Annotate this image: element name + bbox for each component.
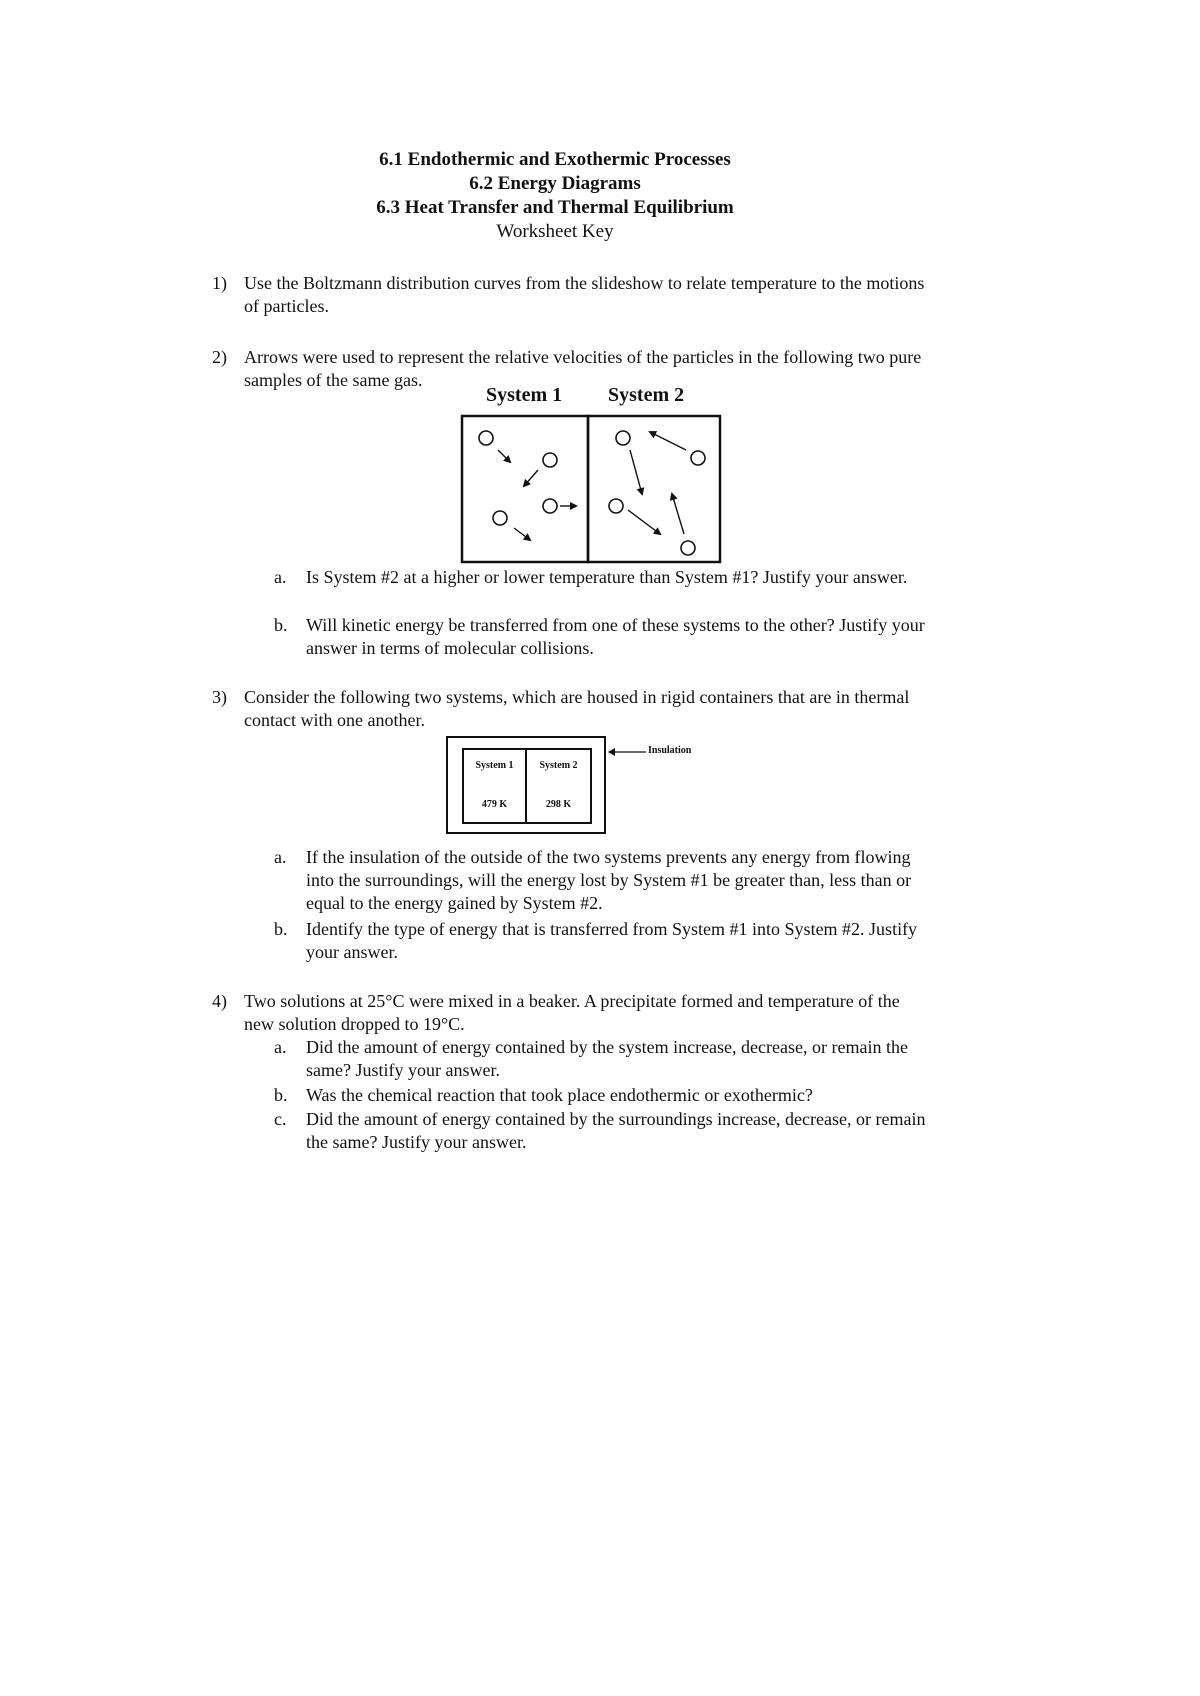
velocity-arrow <box>628 510 660 534</box>
particle <box>479 431 493 445</box>
question-text: Consider the following two systems, which are housed in rigid containers that are in thermal contact with one another. <box>244 687 910 730</box>
inner-container <box>462 748 592 824</box>
question-number: 1) <box>212 273 227 293</box>
sub-text: Identify the type of energy that is transferred from System #1 into System #2. Justify your answer. <box>306 919 918 962</box>
sub-text: If the insulation of the outside of the two systems prevents any energy from flowing into the surroundings, will the energy lost by System #1 be greater than, less than or equal to the energy gained by System #2. <box>306 847 912 913</box>
system-1-cell <box>464 750 527 822</box>
particle <box>681 541 695 555</box>
system-1-label: System 1 <box>486 384 563 406</box>
sub-label: b. <box>274 615 288 635</box>
velocity-arrow <box>650 432 686 450</box>
question-text: Arrows were used to represent the relative velocities of the particles in the following two pure samples of the same gas. <box>244 347 922 390</box>
velocity-arrow <box>524 470 538 486</box>
title-block <box>0 148 1110 244</box>
question-text: Use the Boltzmann distribution curves from the slideshow to relate temperature to the motions of particles. <box>244 273 925 316</box>
particle <box>609 499 623 513</box>
velocity-arrow <box>672 494 684 534</box>
sub-text: Will kinetic energy be transferred from one of these systems to the other? Justify your answer in terms of molecular collisions. <box>306 615 925 658</box>
insulation-label: Insulation <box>648 745 692 756</box>
question-1 <box>212 272 932 318</box>
sub-text: Did the amount of energy contained by the surroundings increase, decrease, or remain the same? Justify your answer. <box>306 1109 926 1152</box>
question-2b <box>274 614 934 660</box>
system-2-arrows <box>628 432 686 534</box>
sub-text: Did the amount of energy contained by the system increase, decrease, or remain the same? Justify your answer. <box>306 1037 908 1080</box>
velocity-arrow <box>630 450 642 494</box>
title-line-4: Worksheet Key <box>496 221 614 242</box>
question-2a <box>274 566 934 589</box>
question-number: 3) <box>212 687 227 707</box>
particle <box>543 499 557 513</box>
velocity-arrow <box>514 528 530 540</box>
title-line-2: 6.2 Energy Diagrams <box>469 173 641 194</box>
question-4 <box>212 990 932 1036</box>
question-3a <box>274 846 934 915</box>
system-2-particles <box>609 431 705 555</box>
question-number: 4) <box>212 991 227 1011</box>
question-2 <box>212 346 932 392</box>
system-1-cell-label: System 1 <box>475 760 514 771</box>
particle <box>493 511 507 525</box>
system-1-box <box>462 416 588 562</box>
particle <box>543 453 557 467</box>
sub-text: Is System #2 at a higher or lower temperature than System #1? Justify your answer. <box>306 567 908 587</box>
sub-label: a. <box>274 1037 287 1057</box>
particle <box>691 451 705 465</box>
system-2-box <box>588 416 720 562</box>
question-4b <box>274 1084 934 1107</box>
system-2-temp: 298 K <box>545 799 572 810</box>
sub-text: Was the chemical reaction that took place endothermic or exothermic? <box>306 1085 813 1105</box>
question-number: 2) <box>212 347 227 367</box>
question-3b <box>274 918 934 964</box>
particle <box>616 431 630 445</box>
question-3 <box>212 686 932 732</box>
sub-label: b. <box>274 919 288 939</box>
system-1-temp: 479 K <box>481 799 508 810</box>
velocity-arrow <box>498 450 510 462</box>
system-2-cell <box>527 750 590 822</box>
system-2-cell-label: System 2 <box>539 760 578 771</box>
system-1-particles <box>479 431 557 525</box>
question-text: Two solutions at 25°C were mixed in a beaker. A precipitate formed and temperature of the new solution dropped to 19°C. <box>244 991 900 1034</box>
system-1-arrows <box>498 450 576 540</box>
particle-diagram <box>460 414 722 564</box>
sub-label: c. <box>274 1109 287 1129</box>
question-4c <box>274 1108 934 1154</box>
title-line-1: 6.1 Endothermic and Exothermic Processes <box>379 149 731 170</box>
sub-label: a. <box>274 847 287 867</box>
thermal-contact-diagram <box>446 736 606 834</box>
sub-label: a. <box>274 567 287 587</box>
title-line-3: 6.3 Heat Transfer and Thermal Equilibrium <box>376 197 734 218</box>
sub-label: b. <box>274 1085 288 1105</box>
insulation-arrow <box>608 746 648 758</box>
question-4a <box>274 1036 934 1082</box>
system-2-label: System 2 <box>608 384 685 406</box>
